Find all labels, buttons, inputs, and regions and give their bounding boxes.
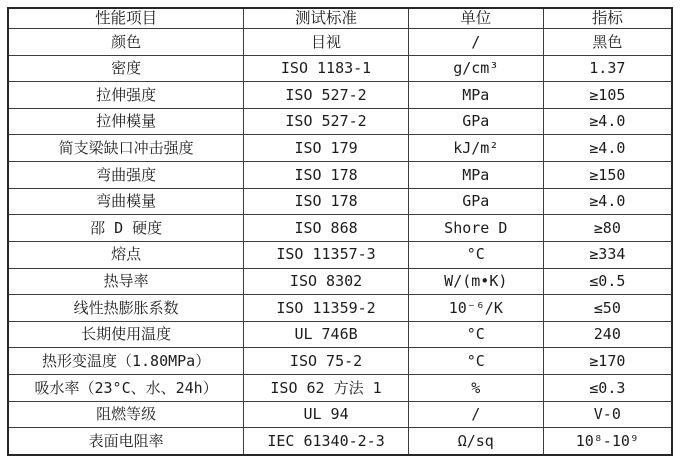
property-cell: 吸水率（23°C、水、24h） bbox=[8, 374, 244, 401]
value-cell: ≤0.5 bbox=[543, 268, 672, 295]
table-row-density bbox=[8, 55, 672, 82]
value-cell: ≥4.0 bbox=[543, 108, 672, 135]
standard-cell: ISO 527-2 bbox=[244, 82, 409, 109]
property-cell: 邵 D 硬度 bbox=[8, 215, 244, 242]
value-cell: ≥150 bbox=[543, 162, 672, 189]
table-row-tensile-modulus bbox=[8, 108, 672, 135]
header-spec-value: 指标 bbox=[543, 8, 672, 29]
value-cell: ≥105 bbox=[543, 82, 672, 109]
property-cell: 简支梁缺口冲击强度 bbox=[8, 135, 244, 162]
table-row-heat-deflection-temp bbox=[8, 348, 672, 375]
standard-cell: IEC 61340-2-3 bbox=[244, 428, 409, 455]
standard-cell: ISO 1183-1 bbox=[244, 55, 409, 82]
standard-cell: ISO 178 bbox=[244, 188, 409, 215]
standard-cell: ISO 527-2 bbox=[244, 108, 409, 135]
standard-cell: ISO 62 方法 1 bbox=[244, 374, 409, 401]
property-cell: 密度 bbox=[8, 55, 244, 82]
value-cell: ≤50 bbox=[543, 295, 672, 322]
value-cell: ≥4.0 bbox=[543, 188, 672, 215]
unit-cell: Ω/sq bbox=[408, 428, 543, 455]
table-row-thermal-conductivity bbox=[8, 268, 672, 295]
unit-cell: GPa bbox=[408, 108, 543, 135]
unit-cell: MPa bbox=[408, 82, 543, 109]
table-row-color bbox=[8, 29, 672, 56]
property-cell: 颜色 bbox=[8, 29, 244, 56]
table-row-surface-resistivity bbox=[8, 428, 672, 455]
standard-cell: ISO 11357-3 bbox=[244, 241, 409, 268]
property-cell: 表面电阻率 bbox=[8, 428, 244, 455]
value-cell: ≥334 bbox=[543, 241, 672, 268]
property-cell: 拉伸模量 bbox=[8, 108, 244, 135]
value-cell: 10⁸-10⁹ bbox=[543, 428, 672, 455]
value-cell: ≥80 bbox=[543, 215, 672, 242]
property-cell: 拉伸强度 bbox=[8, 82, 244, 109]
standard-cell: ISO 75-2 bbox=[244, 348, 409, 375]
table-row-flexural-strength bbox=[8, 162, 672, 189]
table-row-melting-point bbox=[8, 241, 672, 268]
table-header-row bbox=[8, 8, 672, 29]
table-row-long-term-service-temp bbox=[8, 321, 672, 348]
spec-table bbox=[7, 7, 673, 456]
header-unit: 单位 bbox=[408, 8, 543, 29]
property-cell: 热形变温度（1.80MPa） bbox=[8, 348, 244, 375]
unit-cell: MPa bbox=[408, 162, 543, 189]
table-row-tensile-strength bbox=[8, 82, 672, 109]
standard-cell: ISO 179 bbox=[244, 135, 409, 162]
value-cell: ≥170 bbox=[543, 348, 672, 375]
standard-cell: 目视 bbox=[244, 29, 409, 56]
header-test-standard: 测试标准 bbox=[244, 8, 409, 29]
unit-cell: °C bbox=[408, 241, 543, 268]
value-cell: ≥4.0 bbox=[543, 135, 672, 162]
value-cell: ≤0.3 bbox=[543, 374, 672, 401]
value-cell: 黑色 bbox=[543, 29, 672, 56]
standard-cell: ISO 11359-2 bbox=[244, 295, 409, 322]
property-cell: 线性热膨胀系数 bbox=[8, 295, 244, 322]
unit-cell: °C bbox=[408, 348, 543, 375]
standard-cell: UL 94 bbox=[244, 401, 409, 428]
property-cell: 长期使用温度 bbox=[8, 321, 244, 348]
table-row-flammability-rating bbox=[8, 401, 672, 428]
table-row-flexural-modulus bbox=[8, 188, 672, 215]
standard-cell: ISO 178 bbox=[244, 162, 409, 189]
unit-cell: / bbox=[408, 29, 543, 56]
property-cell: 弯曲模量 bbox=[8, 188, 244, 215]
value-cell: 240 bbox=[543, 321, 672, 348]
table-row-shore-d-hardness bbox=[8, 215, 672, 242]
table-row-thermal-expansion bbox=[8, 295, 672, 322]
unit-cell: W/(m•K) bbox=[408, 268, 543, 295]
unit-cell: / bbox=[408, 401, 543, 428]
unit-cell: Shore D bbox=[408, 215, 543, 242]
unit-cell: g/cm³ bbox=[408, 55, 543, 82]
unit-cell: °C bbox=[408, 321, 543, 348]
standard-cell: ISO 868 bbox=[244, 215, 409, 242]
value-cell: 1.37 bbox=[543, 55, 672, 82]
property-cell: 热导率 bbox=[8, 268, 244, 295]
property-cell: 熔点 bbox=[8, 241, 244, 268]
standard-cell: UL 746B bbox=[244, 321, 409, 348]
unit-cell: % bbox=[408, 374, 543, 401]
table-row-water-absorption bbox=[8, 374, 672, 401]
property-cell: 阻燃等级 bbox=[8, 401, 244, 428]
property-cell: 弯曲强度 bbox=[8, 162, 244, 189]
table-row-charpy-impact bbox=[8, 135, 672, 162]
unit-cell: kJ/m² bbox=[408, 135, 543, 162]
value-cell: V-0 bbox=[543, 401, 672, 428]
unit-cell: 10⁻⁶/K bbox=[408, 295, 543, 322]
standard-cell: ISO 8302 bbox=[244, 268, 409, 295]
unit-cell: GPa bbox=[408, 188, 543, 215]
header-property: 性能项目 bbox=[8, 8, 244, 29]
